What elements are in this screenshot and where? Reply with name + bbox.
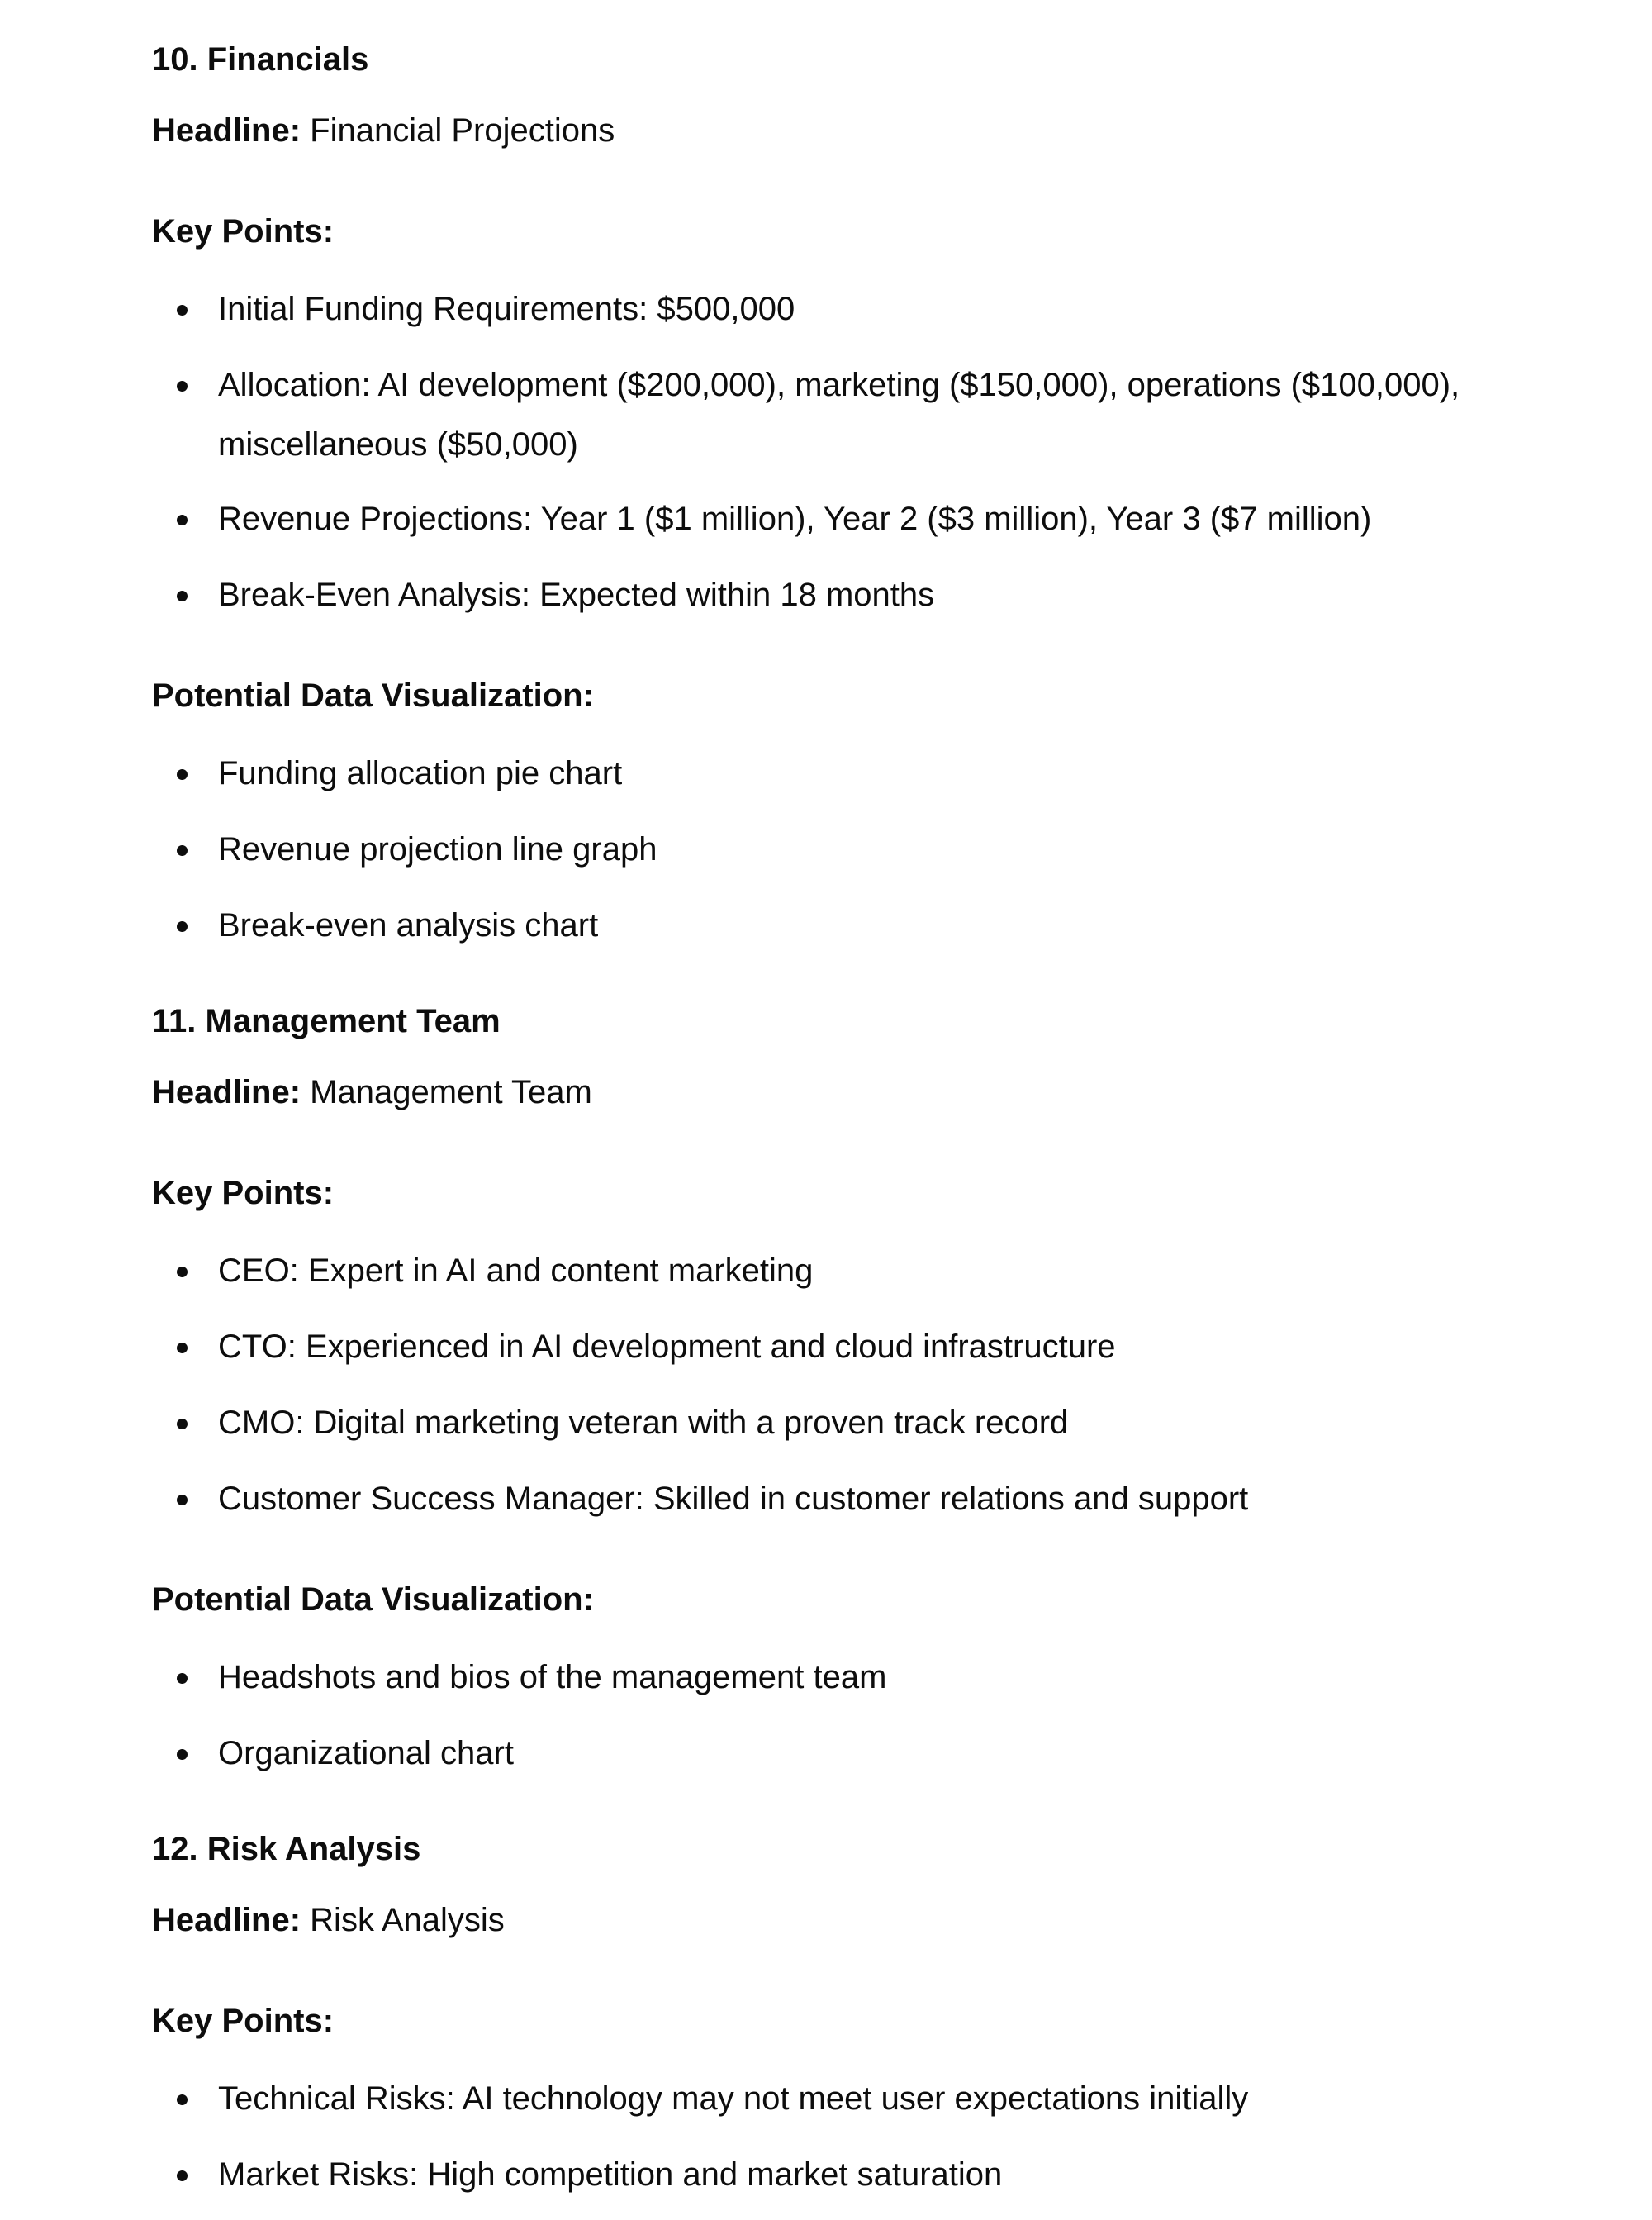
headline-label: Headline: [152,1902,301,1938]
list-item: CMO: Digital marketing veteran with a proven track record [218,1393,1573,1452]
viz-label: Potential Data Visualization: [152,1581,594,1618]
headline-value: Risk Analysis [310,1902,505,1938]
headline-value: Financial Projections [310,112,615,149]
headline-financials [152,111,615,150]
list-item: Break-even analysis chart [218,896,1573,955]
headline-label: Headline: [152,112,301,149]
headline-label: Headline: [152,1074,301,1110]
list-item: Break-Even Analysis: Expected within 18 months [218,565,1573,625]
section-title-risk-analysis: 12. Risk Analysis [152,1831,421,1867]
key-points-label: Key Points: [152,1175,335,1211]
list-item: Market Risks: High competition and market saturation [218,2145,1573,2204]
section-title-management-team: 11. Management Team [152,1003,501,1039]
list-item: Initial Funding Requirements: $500,000 [218,279,1573,339]
list-item: Technical Risks: AI technology may not meet user expectations initially [218,2069,1573,2128]
list-item: Funding allocation pie chart [218,744,1573,803]
list-item: CEO: Expert in AI and content marketing [218,1241,1573,1300]
headline-risk-analysis [152,1900,505,1940]
list-item: Revenue Projections: Year 1 ($1 million), Year 2 ($3 million), Year 3 ($7 million) [218,489,1573,549]
list-item: Customer Success Manager: Skilled in customer relations and support [218,1469,1573,1528]
viz-label: Potential Data Visualization: [152,677,594,714]
list-item: Headshots and bios of the management team [218,1647,1573,1707]
headline-management-team [152,1072,592,1112]
list-item: CTO: Experienced in AI development and cloud infrastructure [218,1317,1573,1376]
list-item: Organizational chart [218,1723,1573,1783]
headline-value: Management Team [310,1074,592,1110]
key-points-label: Key Points: [152,2003,335,2039]
section-title-financials: 10. Financials [152,41,369,78]
key-points-label: Key Points: [152,213,335,250]
list-item: Allocation: AI development ($200,000), marketing ($150,000), operations ($100,000), miscellaneous ($50,000) [218,355,1573,474]
list-item: Revenue projection line graph [218,820,1573,879]
